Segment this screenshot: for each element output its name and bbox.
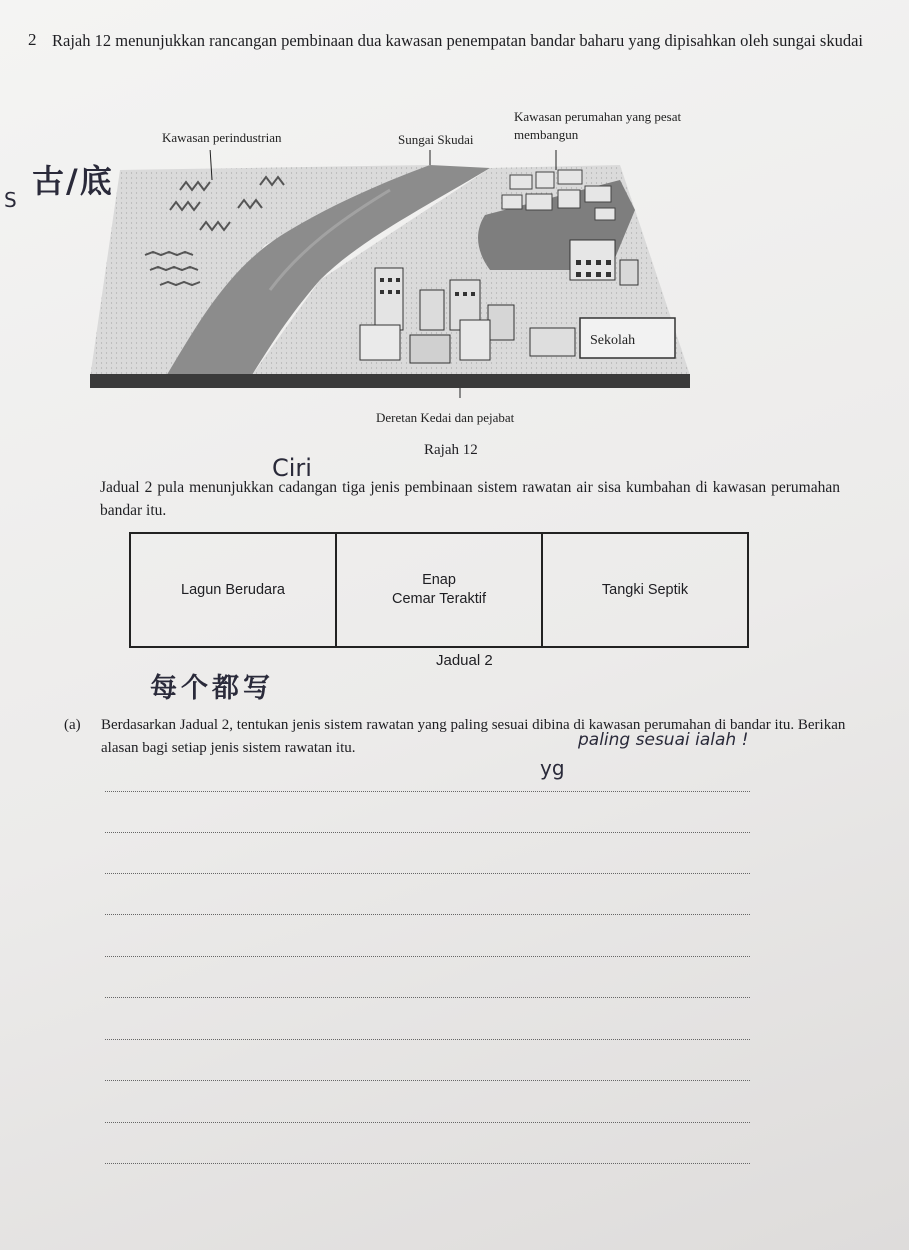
- question-text: Rajah 12 menunjukkan rancangan pembinaan dua kawasan penempatan bandar baharu yang dipisahkan oleh sungai skudai: [52, 31, 863, 50]
- handwritten-yg: yg: [540, 756, 565, 780]
- margin-s: S: [4, 188, 17, 212]
- answer-line[interactable]: [105, 832, 750, 833]
- answer-line[interactable]: [105, 997, 750, 998]
- answer-line[interactable]: [105, 956, 750, 957]
- answer-line[interactable]: [105, 873, 750, 874]
- answer-line[interactable]: [105, 1039, 750, 1040]
- handwritten-answer-note: paling sesuai ialah !: [578, 730, 749, 750]
- part-a-label: (a): [64, 717, 81, 733]
- label-housing-area: Kawasan perumahan yang pesat membangun: [514, 109, 682, 142]
- city-plan-illustration: [90, 150, 695, 400]
- table-cell-enap-text: Enap Cemar Teraktif: [391, 572, 486, 607]
- table-cell-enap: [336, 533, 542, 647]
- handwritten-chinese-note: 每个都写: [150, 673, 274, 704]
- handwritten-ciri: Ciri: [272, 454, 312, 482]
- table-cell-lagun: Lagun Berudara: [130, 533, 336, 647]
- part-a-text: Berdasarkan Jadual 2, tentukan jenis sistem rawatan yang paling sesuai dibina di kawasan perumahan di bandar itu. Berikan alasan bagi setiap jenis sistem rawatan itu.: [101, 717, 846, 756]
- label-river: Sungai Skudai: [398, 132, 474, 147]
- label-shops-offices: Deretan Kedai dan pejabat: [376, 410, 515, 425]
- answer-line[interactable]: [105, 791, 750, 792]
- figure-caption: Rajah 12: [424, 442, 478, 458]
- question-number: 2: [28, 30, 37, 49]
- label-school: Sekolah: [590, 333, 636, 348]
- answer-line[interactable]: [105, 1122, 750, 1123]
- road: [90, 374, 690, 388]
- answer-line[interactable]: [105, 1080, 750, 1081]
- answer-line[interactable]: [105, 1163, 750, 1164]
- label-industrial-area: Kawasan perindustrian: [162, 130, 282, 145]
- margin-note-handwritten: 古/底: [32, 162, 114, 200]
- table-cell-tangki: Tangki Septik: [542, 533, 748, 647]
- table-caption: Jadual 2: [436, 652, 493, 669]
- table-intro-paragraph: Jadual 2 pula menunjukkan cadangan tiga jenis pembinaan sistem rawatan air sisa kumbahan di kawasan perumahan bandar itu.: [100, 479, 840, 519]
- treatment-systems-table: [129, 532, 749, 648]
- answer-line[interactable]: [105, 914, 750, 915]
